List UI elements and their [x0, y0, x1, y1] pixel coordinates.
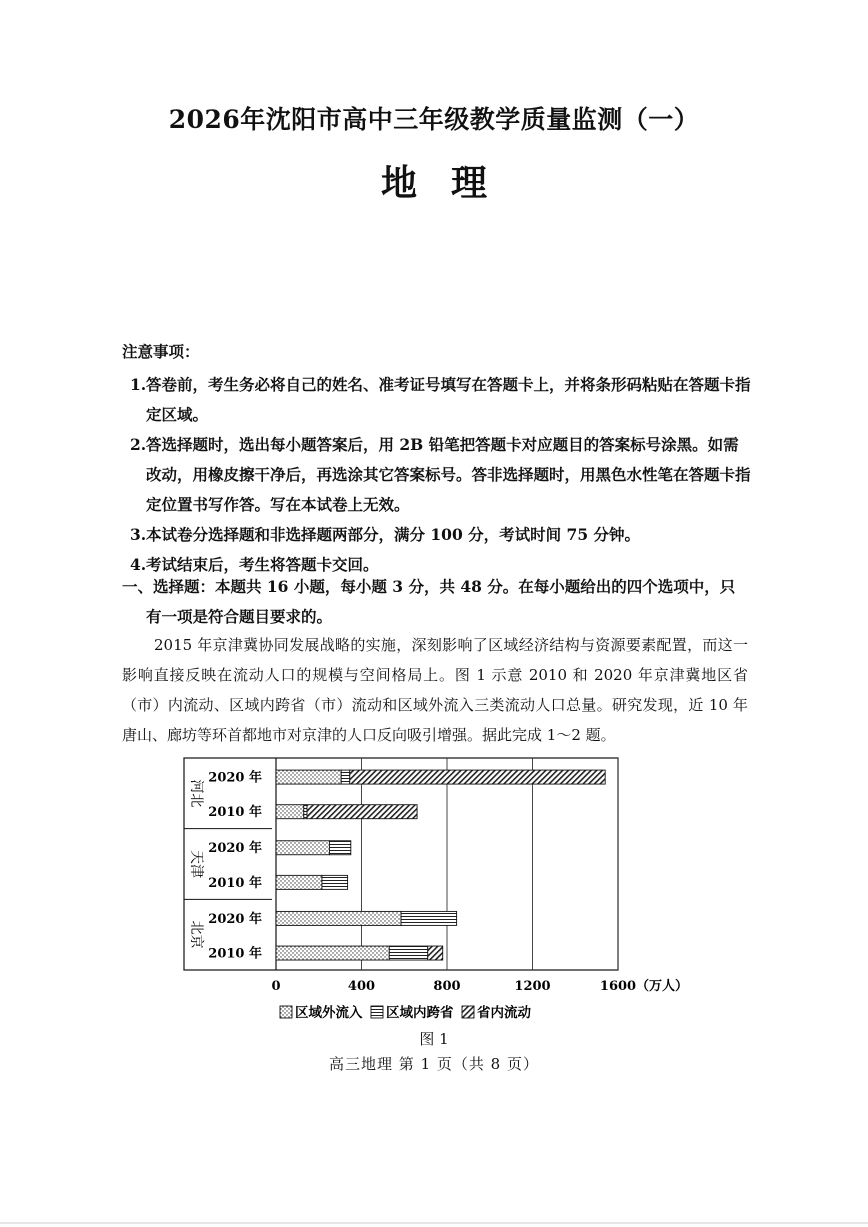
bar-segment-diag: [350, 770, 605, 784]
bar-segment-dots: [276, 911, 401, 925]
instruction-number: 2.: [130, 435, 147, 454]
bar-segment-dots: [276, 946, 389, 960]
year-label: 2020 年: [208, 770, 262, 786]
legend-label: 区域内跨省: [386, 1005, 454, 1021]
instruction-item: [122, 370, 752, 430]
bar-segment-dots: [276, 875, 322, 889]
x-tick-label: 0: [271, 979, 281, 994]
section-heading: [122, 572, 752, 632]
page-bottom-edge: [0, 1222, 868, 1224]
instruction-text: 答卷前，考生务必将自己的姓名、准考证号填写在答题卡上，并将条形码粘贴在答题卡指定区域。: [146, 375, 751, 424]
legend-swatch: [371, 1006, 383, 1018]
legend-label: 省内流动: [477, 1005, 531, 1021]
question-passage: [122, 630, 748, 750]
exam-title: 2026年沈阳市高中三年级教学质量监测（一）: [168, 105, 700, 134]
passage-text: 2015 年京津冀协同发展战略的实施，深刻影响了区域经济结构与资源要素配置，而这一影响直接反映在流动人口的规模与空间格局上。图 1 示意 2010 和 2020 年京津冀地区省（市）内流动、区域内跨省（市）流动和区域外流入三类流动人口总量。研究发现，近 10 年唐山、廊坊等环首都地市对京津的人口反向吸引增强。据此完成 1～2 题。: [122, 636, 748, 744]
bar-segment-hlines: [322, 875, 348, 889]
instruction-number: 3.: [130, 525, 147, 544]
chart-frame-box: [184, 758, 618, 970]
instructions-heading: 注意事项：: [122, 342, 200, 361]
instruction-item: [122, 430, 752, 520]
bar-segment-diag: [307, 805, 417, 819]
year-label: 2010 年: [208, 946, 262, 962]
x-tick-label: 1600: [599, 979, 637, 994]
x-tick-label: 800: [433, 979, 461, 994]
instruction-number: 4.: [130, 555, 147, 574]
region-label: 河北: [188, 779, 204, 808]
year-label: 2010 年: [208, 805, 262, 821]
region-label: 天津: [188, 850, 204, 878]
subject-title: 地理: [380, 162, 521, 204]
bar-segment-hlines: [304, 805, 307, 819]
year-label: 2020 年: [208, 841, 262, 857]
legend-swatch: [280, 1006, 292, 1018]
bar-segment-hlines: [389, 946, 427, 960]
year-label: 2010 年: [208, 875, 262, 891]
instruction-text: 考试结束后，考生将答题卡交回。: [146, 555, 379, 574]
instruction-text: 答选择题时，选出每小题答案后，用 2B 铅笔把答题卡对应题目的答案标号涂黑。如需改动，用橡皮擦干净后，再选涂其它答案标号。答非选择题时，用黑色水性笔在答题卡指定位置书写作答。写在本试卷上无效。: [146, 435, 751, 514]
instruction-item: [122, 520, 752, 550]
page-footer: 高三地理 第 1 页（共 8 页）: [329, 1055, 539, 1073]
section-line-2: 有一项是符合题目要求的。: [146, 607, 333, 626]
bar-segment-dots: [276, 841, 329, 855]
bar-segment-dots: [276, 770, 341, 784]
population-bar-chart: [182, 754, 702, 1024]
bar-segment-hlines: [341, 770, 350, 784]
year-label: 2020 年: [208, 911, 262, 927]
figure-caption: 图 1: [419, 1030, 449, 1048]
region-label: 北京: [188, 920, 204, 949]
instructions: [122, 340, 752, 580]
bar-segment-diag: [428, 946, 443, 960]
instruction-text: 本试卷分选择题和非选择题两部分，满分 100 分，考试时间 75 分钟。: [146, 525, 641, 544]
legend-label: 区域外流入: [295, 1005, 363, 1021]
instruction-number: 1.: [130, 375, 147, 394]
bar-segment-hlines: [401, 911, 457, 925]
x-tick-label: 400: [347, 979, 376, 994]
unit-label: （万人）: [636, 979, 689, 994]
x-tick-label: 1200: [514, 979, 551, 994]
bar-segment-dots: [276, 805, 304, 819]
legend-swatch: [462, 1006, 474, 1018]
bar-segment-hlines: [329, 841, 350, 855]
section-line-1: 一、选择题：本题共 16 小题，每小题 3 分，共 48 分。在每小题给出的四个选项中，只: [122, 577, 736, 596]
